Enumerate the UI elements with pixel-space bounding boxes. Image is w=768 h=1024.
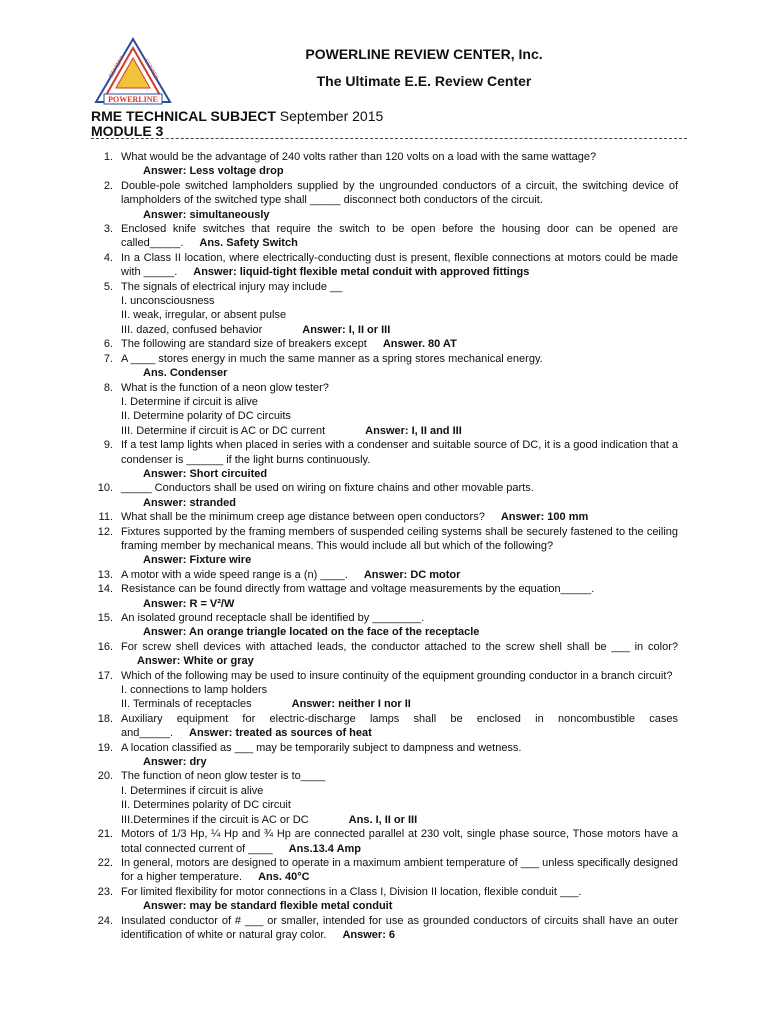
svg-text:CENTER: CENTER [142,58,160,82]
answer-text: Answer: treated as sources of heat [189,727,372,740]
question-body [121,510,678,524]
question-text: Enclosed knife switches that require the switch to be open before the housing door can be opened are called_____. [121,223,678,250]
option-text: II. Determine polarity of DC circuits [121,410,291,423]
question-item [91,712,678,741]
question-text: The following are standard size of breakers except [121,338,367,351]
question-item [91,582,678,611]
question-body [121,741,678,770]
question-text: A ____ stores energy in much the same manner as a spring stores mechanical energy. [121,352,543,365]
question-option [121,395,678,409]
question-number: 9. [103,439,113,452]
question-number: 10. [97,482,113,495]
question-body [121,352,678,381]
question-text: For limited flexibility for motor connections in a Class I, Division II location, flexible conduit ___. [121,885,582,898]
question-item [91,827,678,856]
question-text: Fixtures supported by the framing members of suspended ceiling systems shall be securely fastened to the ceiling framing member by mechanical means. This would include all but which of the following? [121,525,678,552]
question-body [121,179,678,222]
question-number: 7. [103,352,113,365]
subject-line [91,108,383,124]
question-item [91,914,678,943]
question-number: 20. [97,770,113,783]
option-text: II. Terminals of receptacles [121,698,252,711]
question-number: 8. [103,381,113,394]
subject-title: RME TECHNICAL SUBJECT [91,108,276,124]
question-option [121,784,678,798]
question-item [91,150,678,179]
question-item [91,179,678,222]
question-body [121,251,678,280]
question-number: 19. [97,741,113,754]
question-number: 15. [97,612,113,624]
question-number: 3. [103,223,113,236]
question-body [121,611,678,640]
option-text: I. Determines if circuit is alive [121,784,264,797]
company-name: POWERLINE REVIEW CENTER, Inc. [305,46,543,62]
question-number: 24. [97,914,113,927]
question-text: Insulated conductor of # ___ or smaller, intended for use as grounded conductors of circuits shall have an outer identification of white or natural gray color. [121,914,678,941]
option-text: III. Determine if circuit is AC or DC current [121,424,326,437]
question-item [91,525,678,568]
answer-text: Answer: 6 [342,928,396,941]
option-text: I. Determine if circuit is alive [121,395,258,408]
question-body [121,525,678,568]
answer-text: Answer: neither I nor II [291,698,411,711]
answer-text: Answer: Less voltage drop [143,165,284,178]
question-number: 1. [103,151,113,163]
option-text: II. weak, irregular, or absent pulse [121,309,287,322]
question-body [121,280,678,338]
question-text: In general, motors are designed to operate in a maximum ambient temperature of ___ unless specifically designed for a higher temperature. [121,856,678,884]
question-item [91,481,678,510]
question-option [121,323,678,337]
question-number: 2. [103,179,113,192]
question-text: A location classified as ___ may be temporarily subject to dampness and wetness. [121,741,522,754]
question-text: Double-pole switched lampholders supplied by the ungrounded conductors of a circuit, the switching device of lampholders of the switched type shall _____ disconnect both conductors of the circuit. [121,179,678,207]
question-number: 4. [103,251,113,264]
answer-text: Ans. I, II or III [348,813,418,826]
question-number: 18. [97,712,113,725]
answer-text: Answer: White or gray [137,655,254,668]
question-body [121,337,678,351]
question-body [121,582,678,611]
question-number: 17. [97,669,113,682]
question-option [121,294,678,308]
question-item [91,280,678,338]
question-body [121,481,678,510]
question-text: An isolated ground receptacle shall be identified by ________. [121,612,425,624]
question-body [121,769,678,827]
question-number: 16. [97,640,113,653]
answer-text: Answer: I, II or III [302,323,391,336]
question-item [91,769,678,827]
question-body [121,914,678,943]
dashed-divider [91,138,687,139]
question-option [121,798,678,812]
answer-text: Answer: I, II and III [365,424,462,437]
answer-text: Ans. Condenser [143,367,228,380]
question-option [121,424,678,438]
answer-text: Answer: liquid-tight flexible metal conduit with approved fittings [193,266,530,279]
question-item [91,669,678,712]
answer-text: Answer: 100 mm [500,511,589,524]
question-text: Which of the following may be used to insure continuity of the equipment grounding conductor in a branch circuit? [121,669,673,682]
question-body [121,712,678,741]
question-number: 6. [103,338,113,351]
question-option [121,683,678,697]
question-text: _____ Conductors shall be used on wiring on fixture chains and other movable parts. [121,482,534,495]
answer-text: Ans. Safety Switch [199,237,298,250]
answer-text: Answer: Fixture wire [143,554,252,567]
subject-date: September 2015 [275,108,384,124]
question-item [91,510,678,524]
question-text: Resistance can be found directly from wattage and voltage measurements by the equation_____. [121,583,595,596]
question-text: Motors of 1/3 Hp, ¼ Hp and ¾ Hp are connected parallel at 230 volt, single phase source, Those motors have a total connected current of ____ [121,828,678,855]
module-title: MODULE 3 [91,123,164,139]
question-item [91,856,678,885]
option-text: I. connections to lamp holders [121,684,268,697]
question-text: What would be the advantage of 240 volts rather than 120 volts on a load with the same wattage? [121,151,597,163]
option-text: III. dazed, confused behavior [121,323,263,336]
question-option [121,308,678,322]
question-text: The function of neon glow tester is to____ [121,770,326,783]
question-list [91,150,678,942]
question-item [91,222,678,251]
question-body [121,438,678,481]
question-body [121,640,678,669]
answer-text: Answer. 80 AT [382,338,457,351]
svg-text:REVIEW: REVIEW [108,55,126,79]
question-number: 11. [98,511,113,524]
question-number: 12. [97,525,113,538]
answer-text: Answer: simultaneously [143,208,270,221]
question-text: If a test lamp lights when placed in series with a condenser and suitable source of DC, it is a good indication that a condenser is ______ if the light burns continuously. [121,439,678,466]
question-number: 23. [97,885,113,898]
answer-text: Answer: Short circuited [143,467,268,480]
question-number: 14. [97,583,113,596]
answer-text: Answer: R = V²/W [143,597,235,610]
question-text: The signals of electrical injury may include __ [121,280,343,293]
question-body [121,827,678,856]
option-text: II. Determines polarity of DC circuit [121,799,291,812]
question-number: 22. [97,856,113,869]
answer-text: Answer: DC motor [363,568,461,581]
question-item [91,438,678,481]
question-body [121,669,678,712]
question-item [91,885,678,914]
question-item [91,337,678,351]
question-option [121,697,678,711]
question-item [91,741,678,770]
question-text: Auxiliary equipment for electric-discharge lamps shall be enclosed in noncombustible cases and_____. [121,712,678,740]
answer-text: Ans. 40°C [258,871,310,884]
answer-text: Answer: may be standard flexible metal conduit [143,900,393,913]
answer-text: Answer: stranded [143,496,236,509]
question-item [91,352,678,381]
question-body [121,222,678,251]
answer-text: Ans.13.4 Amp [288,842,362,855]
question-item [91,640,678,669]
question-number: 13. [97,568,113,581]
question-body [121,381,678,439]
question-text: In a Class II location, where electrically-conducting dust is present, flexible connections at motors could be made with _____. [121,251,678,279]
question-item [91,381,678,439]
option-text: III.Determines if the circuit is AC or DC [121,813,309,826]
question-number: 5. [103,280,113,293]
answer-text: Answer: An orange triangle located on the face of the receptacle [143,626,480,639]
question-body [121,568,678,582]
question-text: What shall be the minimum creep age distance between open conductors? [121,511,485,524]
company-tagline: The Ultimate E.E. Review Center [316,73,532,89]
question-text: A motor with a wide speed range is a (n) ____. [121,568,348,581]
question-body [121,856,678,885]
question-option [121,409,678,423]
question-text: For screw shell devices with attached leads, the conductor attached to the screw shell shall be ___ in color? [121,640,678,653]
option-text: I. unconsciousness [121,295,215,308]
question-body [121,885,678,914]
question-item [91,611,678,640]
question-option [121,813,678,827]
question-text: What is the function of a neon glow tester? [121,381,329,394]
question-body [121,150,678,179]
question-item [91,251,678,280]
question-number: 21. [97,828,113,841]
svg-text:POWERLINE: POWERLINE [108,95,158,104]
question-item [91,568,678,582]
answer-text: Answer: dry [143,756,207,769]
